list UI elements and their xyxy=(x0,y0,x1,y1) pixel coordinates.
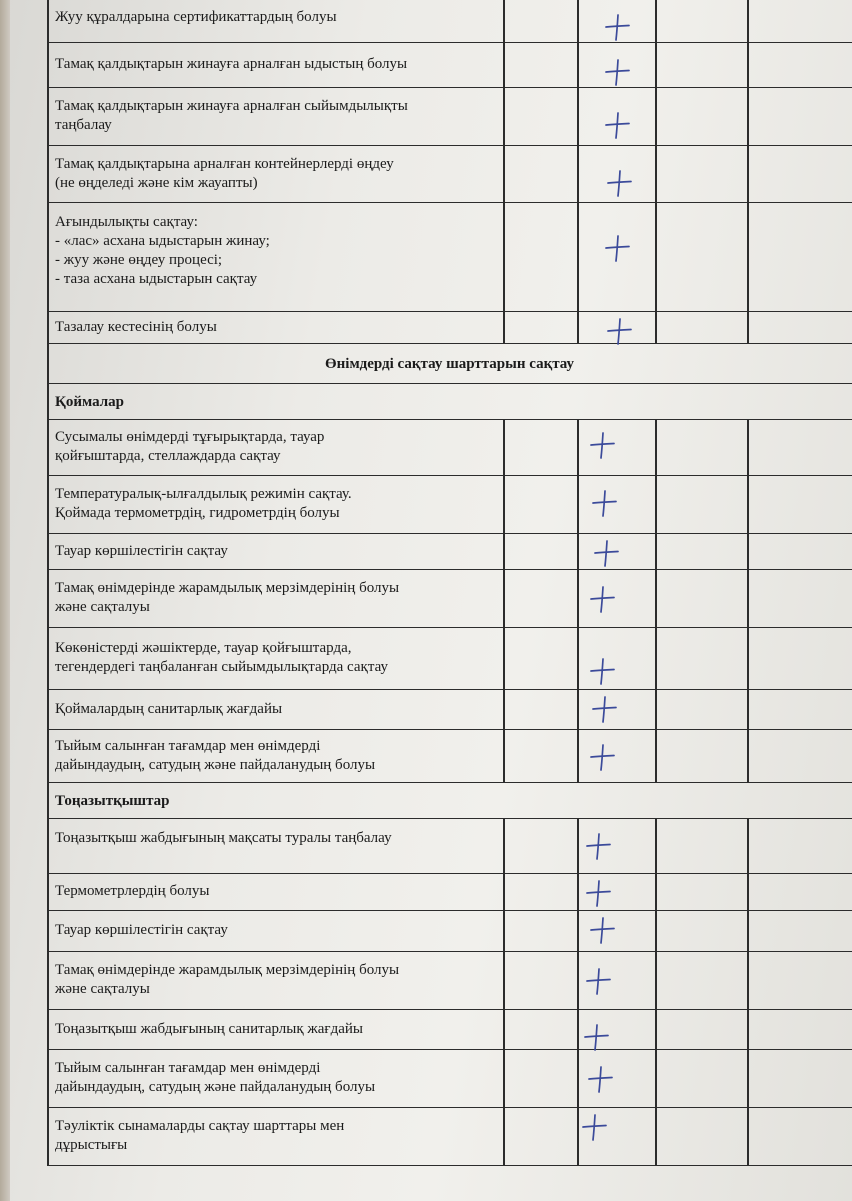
plus-mark-icon xyxy=(581,1022,611,1052)
table-left-border xyxy=(47,730,49,782)
criterion-line: Қоймада термометрдің, гидрометрдің болуы xyxy=(55,505,340,521)
criterion-line: Термометрлердің болуы xyxy=(55,883,210,899)
checklist-row xyxy=(47,952,852,1010)
column-divider xyxy=(503,1108,505,1165)
column-divider xyxy=(577,952,579,1009)
criterion-line: Жуу құралдарына сертификаттардың болуы xyxy=(55,9,337,25)
table-left-border xyxy=(47,43,49,87)
plus-mark-icon xyxy=(602,110,632,140)
plus-mark-icon xyxy=(589,488,619,518)
criterion-line: қойғыштарда, стеллаждарда сақтау xyxy=(55,448,281,464)
table-left-border xyxy=(47,534,49,569)
criterion-text xyxy=(55,700,495,719)
column-divider xyxy=(747,1050,749,1107)
criterion-line: (не өңделеді және кім жауапты) xyxy=(55,175,258,191)
table-left-border xyxy=(47,952,49,1009)
column-divider xyxy=(655,1108,657,1165)
column-divider xyxy=(747,420,749,475)
plus-mark-icon xyxy=(585,1064,615,1094)
criterion-line: дайындаудың, сатудың және пайдаланудың болуы xyxy=(55,1079,376,1095)
column-divider xyxy=(577,0,579,42)
column-divider xyxy=(655,690,657,729)
column-divider xyxy=(503,570,505,627)
column-divider xyxy=(503,628,505,689)
column-divider xyxy=(655,819,657,873)
column-divider xyxy=(747,534,749,569)
column-divider xyxy=(577,690,579,729)
plus-mark-icon xyxy=(587,584,617,614)
page-edge xyxy=(0,0,10,1201)
column-divider xyxy=(747,1010,749,1049)
column-divider xyxy=(655,534,657,569)
column-divider xyxy=(747,874,749,910)
column-divider xyxy=(655,911,657,951)
criterion-line: Сусымалы өнімдерді тұғырықтарда, тауар xyxy=(55,429,325,445)
column-divider xyxy=(503,476,505,533)
column-divider xyxy=(577,730,579,782)
column-divider xyxy=(655,43,657,87)
plus-mark-icon xyxy=(589,694,619,724)
column-divider xyxy=(577,819,579,873)
checklist-row xyxy=(47,534,852,570)
table-left-border xyxy=(47,203,49,311)
column-divider xyxy=(747,819,749,873)
criterion-line: Тыйым салынған тағамдар мен өнімдерді xyxy=(55,738,321,754)
checklist-row xyxy=(47,1108,852,1166)
column-divider xyxy=(503,874,505,910)
column-divider xyxy=(747,911,749,951)
criterion-line: Тамақ өнімдерінде жарамдылық мерзімдерінің болуы xyxy=(55,962,400,978)
criterion-text xyxy=(55,8,495,27)
column-divider xyxy=(747,146,749,202)
subsection-heading: Қоймалар xyxy=(55,394,125,410)
table-left-border xyxy=(47,783,49,818)
plus-mark-icon xyxy=(587,430,617,460)
table-left-border xyxy=(47,420,49,475)
criterion-text xyxy=(55,428,495,466)
checklist-row xyxy=(47,1010,852,1050)
subsection-row-fridge xyxy=(47,783,852,819)
column-divider xyxy=(503,0,505,42)
table-left-border xyxy=(47,476,49,533)
column-divider xyxy=(747,88,749,145)
checklist-row xyxy=(47,730,852,783)
checklist-row xyxy=(47,0,852,43)
table-left-border xyxy=(47,628,49,689)
checklist-row xyxy=(47,476,852,534)
column-divider xyxy=(503,730,505,782)
checklist-row xyxy=(47,570,852,628)
column-divider xyxy=(577,312,579,343)
criterion-line: Көкөністерді жәшіктерде, тауар қойғыштарда, xyxy=(55,640,352,656)
column-divider xyxy=(503,312,505,343)
column-divider xyxy=(577,1050,579,1107)
section-title-row xyxy=(47,344,852,384)
column-divider xyxy=(577,476,579,533)
criterion-text xyxy=(55,542,495,561)
checklist-row xyxy=(47,420,852,476)
table-left-border xyxy=(47,690,49,729)
column-divider xyxy=(655,1010,657,1049)
criterion-text xyxy=(55,1117,495,1155)
column-divider xyxy=(503,43,505,87)
column-divider xyxy=(577,1010,579,1049)
plus-mark-icon xyxy=(587,915,617,945)
table-left-border xyxy=(47,819,49,873)
column-divider xyxy=(747,1108,749,1165)
table-left-border xyxy=(47,570,49,627)
subsection-row-storage xyxy=(47,384,852,420)
table-left-border xyxy=(47,384,49,419)
criterion-line: және сақталуы xyxy=(55,599,150,615)
plus-mark-icon xyxy=(604,168,634,198)
column-divider xyxy=(577,146,579,202)
plus-mark-icon xyxy=(602,57,632,87)
column-divider xyxy=(655,1050,657,1107)
column-divider xyxy=(503,534,505,569)
column-divider xyxy=(577,911,579,951)
checklist-row xyxy=(47,1050,852,1108)
criterion-line: Тамақ өнімдерінде жарамдылық мерзімдерінің болуы xyxy=(55,580,400,596)
criterion-line: Тыйым салынған тағамдар мен өнімдерді xyxy=(55,1060,321,1076)
criterion-line: Тоңазытқыш жабдығының санитарлық жағдайы xyxy=(55,1021,363,1037)
table-left-border xyxy=(47,911,49,951)
criterion-text xyxy=(55,737,495,775)
checklist-row xyxy=(47,312,852,344)
criterion-line: - жуу және өңдеу процесі; xyxy=(55,252,223,268)
criterion-line: - таза асхана ыдыстарын сақтау xyxy=(55,271,258,287)
criterion-line: таңбалау xyxy=(55,117,112,133)
section-title: Өнімдерді сақтау шарттарын сақтау xyxy=(324,356,575,372)
criterion-text xyxy=(55,1059,495,1097)
column-divider xyxy=(747,952,749,1009)
column-divider xyxy=(503,911,505,951)
column-divider xyxy=(503,819,505,873)
column-divider xyxy=(747,570,749,627)
column-divider xyxy=(655,730,657,782)
column-divider xyxy=(747,730,749,782)
criterion-line: Тауар көршілестігін сақтау xyxy=(55,543,228,559)
checklist-row xyxy=(47,203,852,312)
column-divider xyxy=(655,0,657,42)
column-divider xyxy=(747,628,749,689)
checklist-row xyxy=(47,88,852,146)
column-divider xyxy=(655,203,657,311)
criterion-line: Тәуліктік сынамаларды сақтау шарттары мен xyxy=(55,1118,345,1134)
column-divider xyxy=(503,690,505,729)
column-divider xyxy=(577,43,579,87)
plus-mark-icon xyxy=(583,878,613,908)
checklist-row xyxy=(47,819,852,874)
criterion-line: Қоймалардың санитарлық жағдайы xyxy=(55,701,283,717)
column-divider xyxy=(655,146,657,202)
table-left-border xyxy=(47,146,49,202)
checklist-row xyxy=(47,911,852,952)
plus-mark-icon xyxy=(604,316,634,346)
column-divider xyxy=(747,476,749,533)
criterion-text xyxy=(55,318,495,337)
column-divider xyxy=(577,88,579,145)
criterion-text xyxy=(55,485,495,523)
criterion-text xyxy=(55,1020,495,1039)
column-divider xyxy=(655,628,657,689)
column-divider xyxy=(503,1050,505,1107)
plus-mark-icon xyxy=(583,831,613,861)
column-divider xyxy=(503,420,505,475)
table-left-border xyxy=(47,874,49,910)
criterion-line: Тазалау кестесінің болуы xyxy=(55,319,217,335)
column-divider xyxy=(503,952,505,1009)
criterion-line: - «лас» асхана ыдыстарын жинау; xyxy=(55,233,270,249)
column-divider xyxy=(503,1010,505,1049)
plus-mark-icon xyxy=(602,12,632,42)
criterion-text xyxy=(55,155,495,193)
plus-mark-icon xyxy=(602,233,632,263)
plus-mark-icon xyxy=(591,538,621,568)
column-divider xyxy=(577,628,579,689)
column-divider xyxy=(655,88,657,145)
criterion-line: Тоңазытқыш жабдығының мақсаты туралы таңбалау xyxy=(55,830,392,846)
column-divider xyxy=(577,874,579,910)
checklist-row xyxy=(47,874,852,911)
table-left-border xyxy=(47,1010,49,1049)
checklist-row xyxy=(47,628,852,690)
column-divider xyxy=(747,312,749,343)
column-divider xyxy=(577,570,579,627)
table-left-border xyxy=(47,88,49,145)
column-divider xyxy=(747,43,749,87)
criterion-text xyxy=(55,921,495,940)
criterion-line: Тамақ қалдықтарына арналған контейнерлерді өңдеу xyxy=(55,156,394,172)
column-divider xyxy=(655,476,657,533)
column-divider xyxy=(655,312,657,343)
subsection-heading: Тоңазытқыштар xyxy=(55,793,170,809)
criterion-text xyxy=(55,882,495,901)
criterion-line: Тамақ қалдықтарын жинауға арналған сыйымдылықты xyxy=(55,98,408,114)
table-left-border xyxy=(47,312,49,343)
criterion-text xyxy=(55,579,495,617)
criterion-line: тегендердегі таңбаланған сыйымдылықтарда сақтау xyxy=(55,659,388,675)
plus-mark-icon xyxy=(579,1112,609,1142)
column-divider xyxy=(747,0,749,42)
checklist-row xyxy=(47,146,852,203)
criterion-text xyxy=(55,639,495,677)
checklist-row xyxy=(47,690,852,730)
criterion-line: Тауар көршілестігін сақтау xyxy=(55,922,228,938)
plus-mark-icon xyxy=(583,966,613,996)
column-divider xyxy=(655,874,657,910)
criterion-line: Температуралық-ылғалдылық режимін сақтау. xyxy=(55,486,352,502)
table-left-border xyxy=(47,1108,49,1165)
criterion-line: дұрыстығы xyxy=(55,1137,128,1153)
criterion-text xyxy=(55,213,495,289)
criterion-text xyxy=(55,961,495,999)
column-divider xyxy=(655,952,657,1009)
plus-mark-icon xyxy=(587,742,617,772)
criterion-line: Ағындылықты сақтау: xyxy=(55,214,198,230)
column-divider xyxy=(577,534,579,569)
column-divider xyxy=(503,203,505,311)
checklist-row xyxy=(47,43,852,88)
column-divider xyxy=(577,203,579,311)
column-divider xyxy=(655,570,657,627)
column-divider xyxy=(655,420,657,475)
column-divider xyxy=(503,88,505,145)
criterion-line: Тамақ қалдықтарын жинауға арналған ыдыстың болуы xyxy=(55,56,408,72)
criterion-text xyxy=(55,829,495,848)
column-divider xyxy=(747,203,749,311)
table-left-border xyxy=(47,0,49,42)
criterion-line: дайындаудың, сатудың және пайдаланудың болуы xyxy=(55,757,376,773)
column-divider xyxy=(503,146,505,202)
criterion-line: және сақталуы xyxy=(55,981,150,997)
plus-mark-icon xyxy=(587,656,617,686)
criterion-text xyxy=(55,97,495,135)
column-divider xyxy=(577,420,579,475)
table-left-border xyxy=(47,1050,49,1107)
criterion-text xyxy=(55,55,495,74)
column-divider xyxy=(747,690,749,729)
